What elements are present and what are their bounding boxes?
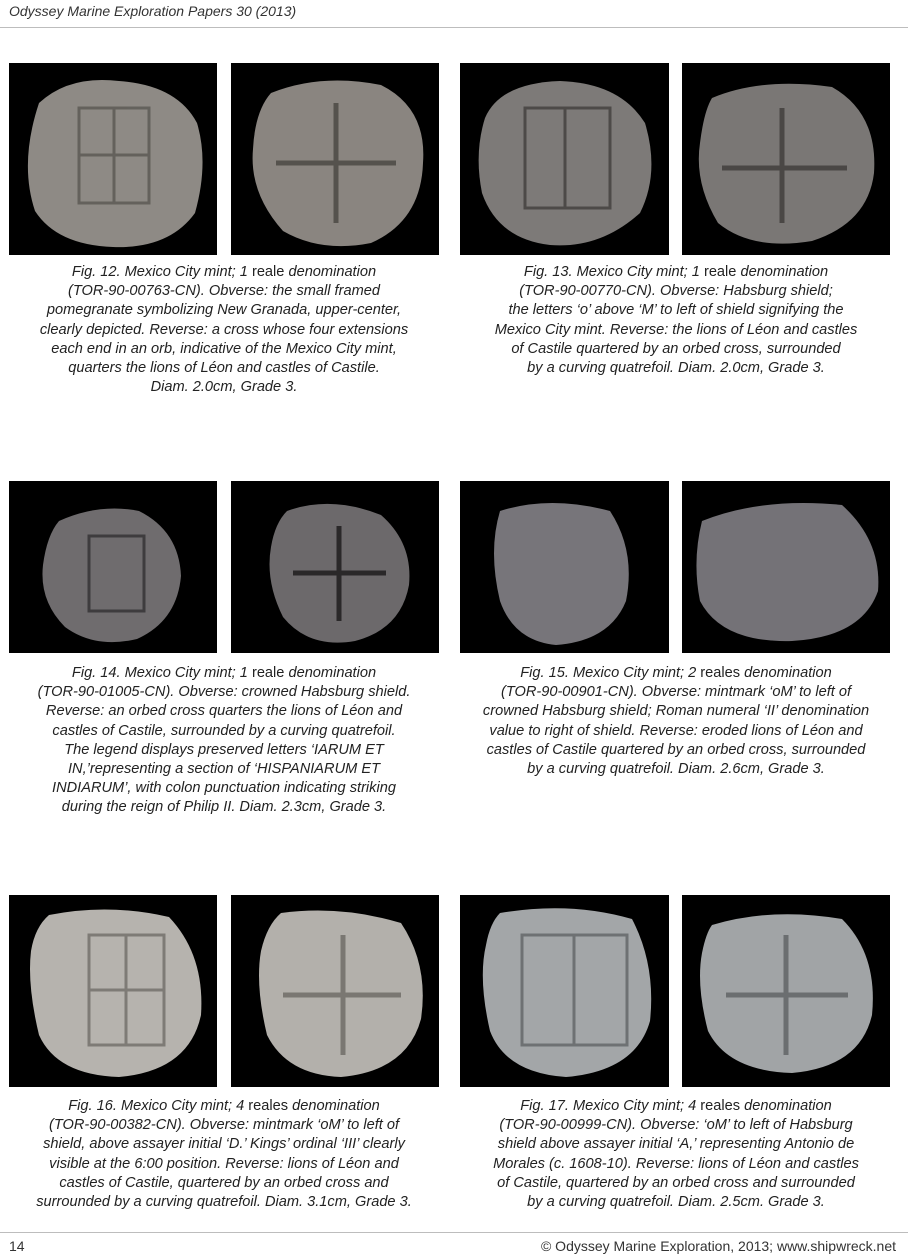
caption-line	[14, 340, 434, 359]
caption-text: Mexico City mint. Reverse: the lions of Léon and castles	[494, 321, 858, 338]
caption-text: denomination	[740, 1098, 832, 1114]
caption-text: surrounded by a curving quatrefoil. Diam. 3.1cm, Grade 3.	[36, 1194, 412, 1211]
caption-line	[14, 282, 434, 301]
caption-line	[466, 340, 886, 359]
fig-16-caption	[14, 1097, 434, 1212]
caption-line	[466, 722, 886, 741]
caption-line	[14, 664, 434, 683]
caption-line	[14, 359, 434, 378]
fig-13-caption	[466, 263, 886, 378]
denomination-word: reales	[248, 1098, 289, 1114]
caption-line	[14, 683, 434, 702]
denomination-word: reales	[700, 665, 741, 681]
fig-13-obverse-photo	[460, 63, 669, 255]
caption-text: castles of Castile quartered by an orbed cross, surrounded	[486, 741, 866, 758]
caption-text: Fig. 13. Mexico City mint; 1	[523, 264, 704, 280]
caption-text: castles of Castile, surrounded by a curving quatrefoil.	[52, 722, 396, 739]
caption-line	[466, 321, 886, 340]
caption-text: Fig. 17. Mexico City mint; 4	[520, 1098, 701, 1114]
caption-text: clearly depicted. Reverse: a cross whose four extensions	[39, 321, 409, 338]
caption-text: Morales (c. 1608-10). Reverse: lions of Léon and castles	[493, 1155, 859, 1172]
caption-text: Fig. 15. Mexico City mint; 2	[520, 665, 701, 681]
footer-divider	[0, 1232, 908, 1233]
caption-line	[14, 321, 434, 340]
caption-text: by a curving quatrefoil. Diam. 2.5cm. Grade 3.	[527, 1194, 825, 1211]
header-divider	[0, 27, 908, 28]
caption-text: shield above assayer initial ‘A,’ representing Antonio de	[497, 1136, 855, 1153]
caption-line	[14, 1193, 434, 1212]
fig-15-obverse-photo	[460, 481, 669, 653]
fig-12-obverse-photo	[9, 63, 217, 255]
caption-text: pomegranate symbolizing New Granada, upper-center,	[46, 302, 402, 319]
caption-line	[466, 263, 886, 282]
caption-line	[466, 760, 886, 779]
caption-line	[14, 1097, 434, 1116]
caption-line	[14, 1174, 434, 1193]
caption-line	[14, 722, 434, 741]
caption-line	[466, 282, 886, 301]
caption-text: (TOR-90-00999-CN). Obverse: ‘oM’ to left of Habsburg	[499, 1117, 853, 1134]
caption-text: INDIARUM’, with colon punctuation indicating striking	[52, 780, 396, 797]
denomination-word: reale	[703, 264, 737, 280]
fig-14-obverse-photo	[9, 481, 217, 653]
caption-text: of Castile quartered by an orbed cross, surrounded	[511, 340, 841, 357]
fig-12-caption	[14, 263, 434, 397]
caption-text: (TOR-90-00901-CN). Obverse: mintmark ‘oM’ to left of	[500, 684, 852, 701]
copyright-notice: © Odyssey Marine Exploration, 2013; www.shipwreck.net	[540, 1238, 896, 1254]
caption-text: denomination	[284, 264, 377, 280]
caption-text: by a curving quatrefoil. Diam. 2.6cm, Grade 3.	[527, 761, 825, 778]
caption-line	[466, 1155, 886, 1174]
caption-text: IN,’representing a section of ‘HISPANIARUM ET	[68, 761, 380, 778]
caption-text: (TOR-90-00382-CN). Obverse: mintmark ‘oM’ to left of	[48, 1117, 400, 1134]
caption-line	[14, 1135, 434, 1154]
caption-line	[14, 798, 434, 817]
caption-text: Fig. 12. Mexico City mint; 1	[71, 264, 252, 280]
caption-line	[466, 702, 886, 721]
caption-text: by a curving quatrefoil. Diam. 2.0cm, Grade 3.	[527, 360, 825, 377]
fig-15-reverse-photo	[682, 481, 890, 653]
caption-line	[466, 1097, 886, 1116]
caption-text: the letters ‘o’ above ‘M’ to left of shield signifying the	[508, 302, 844, 319]
fig-14-caption	[14, 664, 434, 818]
caption-text: denomination	[288, 1098, 380, 1114]
caption-line	[466, 1116, 886, 1135]
page-number: 14	[9, 1238, 25, 1254]
caption-line	[14, 760, 434, 779]
caption-text: (TOR-90-00763-CN). Obverse: the small framed	[68, 283, 380, 300]
caption-text: shield, above assayer initial ‘D.’ Kings’ ordinal ‘III’ clearly	[43, 1136, 405, 1153]
fig-13-reverse-photo	[682, 63, 890, 255]
denomination-word: reale	[251, 665, 285, 681]
caption-line	[466, 683, 886, 702]
caption-line	[466, 664, 886, 683]
caption-text: (TOR-90-00770-CN). Obverse: Habsburg shield;	[519, 283, 833, 300]
caption-text: visible at the 6:00 position. Reverse: lions of Léon and	[49, 1155, 399, 1172]
caption-line	[14, 741, 434, 760]
caption-line	[14, 378, 434, 397]
fig-12-reverse-photo	[231, 63, 439, 255]
caption-line	[466, 1193, 886, 1212]
caption-line	[466, 1174, 886, 1193]
caption-line	[466, 1135, 886, 1154]
caption-text: (TOR-90-01005-CN). Obverse: crowned Habsburg shield.	[37, 684, 411, 701]
caption-text: castles of Castile, quartered by an orbed cross and	[59, 1174, 389, 1191]
caption-line	[14, 301, 434, 320]
caption-line	[466, 301, 886, 320]
caption-text: Reverse: an orbed cross quarters the lions of Léon and	[45, 703, 403, 720]
caption-line	[14, 702, 434, 721]
caption-line	[466, 359, 886, 378]
caption-text: denomination	[736, 264, 829, 280]
caption-line	[14, 1116, 434, 1135]
denomination-word: reales	[700, 1098, 741, 1114]
caption-text: Fig. 16. Mexico City mint; 4	[68, 1098, 249, 1114]
fig-17-reverse-photo	[682, 895, 890, 1087]
caption-line	[14, 779, 434, 798]
fig-16-obverse-photo	[9, 895, 217, 1087]
caption-text: during the reign of Philip II. Diam. 2.3cm, Grade 3.	[61, 799, 387, 816]
caption-text: Fig. 14. Mexico City mint; 1	[71, 665, 252, 681]
fig-14-reverse-photo	[231, 481, 439, 653]
fig-17-caption	[466, 1097, 886, 1212]
denomination-word: reale	[251, 264, 285, 280]
caption-line	[14, 263, 434, 282]
running-header: Odyssey Marine Exploration Papers 30 (2013)	[9, 3, 297, 19]
fig-16-reverse-photo	[231, 895, 439, 1087]
caption-text: denomination	[284, 665, 377, 681]
caption-text: Diam. 2.0cm, Grade 3.	[150, 379, 298, 396]
caption-text: quarters the lions of Léon and castles of Castile.	[68, 360, 380, 377]
caption-text: crowned Habsburg shield; Roman numeral ‘II’ denomination	[482, 703, 870, 720]
caption-text: each end in an orb, indicative of the Mexico City mint,	[51, 340, 397, 357]
caption-text: The legend displays preserved letters ‘IARUM ET	[64, 741, 384, 758]
fig-17-obverse-photo	[460, 895, 669, 1087]
caption-text: of Castile, quartered by an orbed cross and surrounded	[497, 1174, 855, 1191]
fig-15-caption	[466, 664, 886, 779]
caption-line	[14, 1155, 434, 1174]
caption-text: value to right of shield. Reverse: eroded lions of Léon and	[489, 722, 863, 739]
caption-text: denomination	[740, 665, 832, 681]
caption-line	[466, 741, 886, 760]
